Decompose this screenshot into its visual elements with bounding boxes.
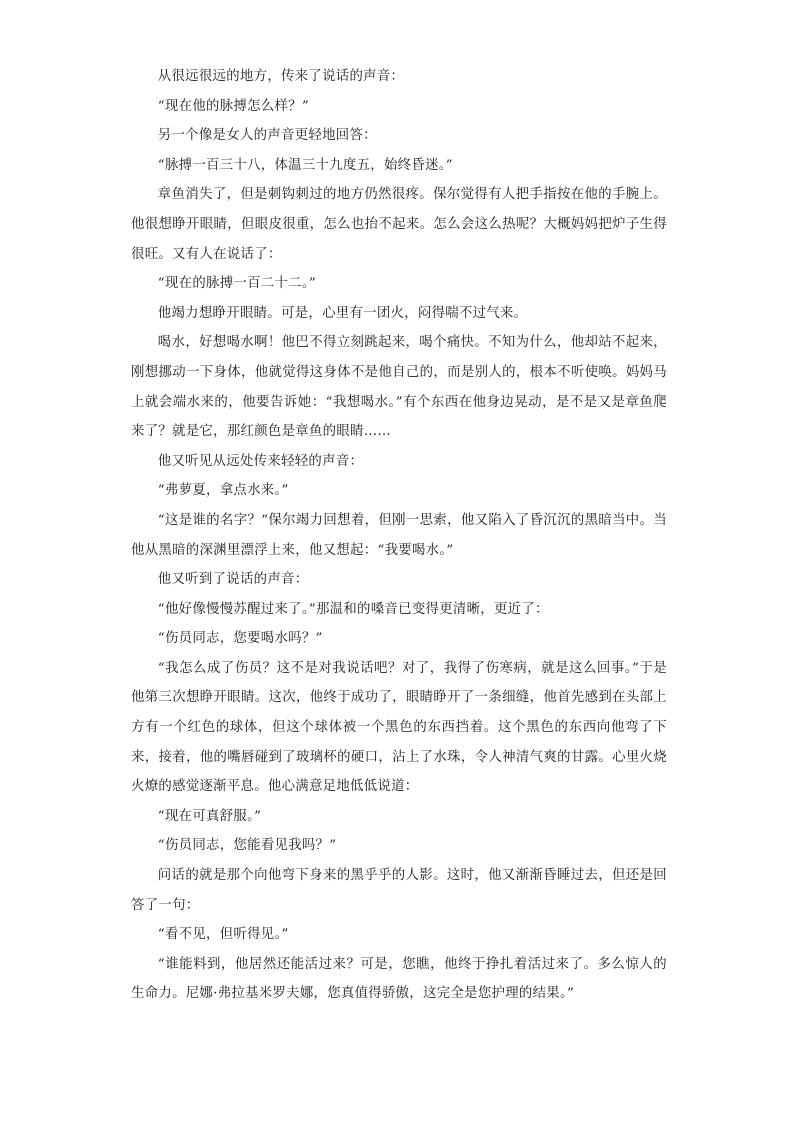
document-page bbox=[131, 62, 667, 1009]
paragraph: 章鱼消失了，但是刺钩刺过的地方仍然很疼。保尔觉得有人把手指按在他的手腕上。他很想睁开眼睛，但眼皮很重，怎么也抬不起来。怎么会这么热呢？大概妈妈把炉子生得很旺。又有人在说话了： bbox=[131, 187, 667, 262]
paragraph: “谁能料到，他居然还能活过来？可是，您瞧，他终于挣扎着活过来了。多么惊人的生命力。尼娜·弗拉基米罗夫娜，您真值得骄傲，这完全是您护理的结果。” bbox=[131, 956, 667, 1002]
paragraph: “弗萝夏，拿点水来。” bbox=[157, 483, 289, 499]
paragraph: “现在他的脉搏怎么样？” bbox=[157, 98, 309, 114]
paragraph: “脉搏一百三十八，体温三十九度五，始终昏迷。” bbox=[157, 157, 453, 173]
paragraph: “他好像慢慢苏醒过来了。”那温和的嗓音已变得更清晰，更近了： bbox=[157, 601, 549, 617]
paragraph: 另一个像是女人的声音更轻地回答： bbox=[157, 128, 377, 144]
paragraph: “这是谁的名字？”保尔竭力回想着，但刚一思索，他又陷入了昏沉沉的黑暗当中。当他从黑暗的深渊里漂浮上来，他又想起：“我要喝水。” bbox=[131, 512, 667, 558]
paragraph: 从很远很远的地方，传来了说话的声音： bbox=[157, 69, 405, 84]
paragraph: “伤员同志，您能看见我吗？” bbox=[157, 838, 337, 854]
paragraph: 他又听见从远处传来轻轻的声音： bbox=[157, 453, 364, 469]
paragraph: 他又听到了说话的声音： bbox=[157, 572, 309, 588]
paragraph: 问话的就是那个向他弯下身来的黑乎乎的人影。这时，他又渐渐昏睡过去，但还是回答了一句： bbox=[131, 868, 667, 913]
paragraph: 喝水，好想喝水啊！他巴不得立刻跳起来，喝个痛快。不知为什么，他却站不起来，刚想挪动一下身体，他就觉得这身体不是他自己的，而是别人的，根本不听使唤。妈妈马上就会端水来的，他要告诉她：“我想喝水。”有个东西在他身边晃动，是不是又是章鱼爬来了？就是它，那红颜色是章鱼的眼睛…… bbox=[131, 335, 667, 440]
paragraph: “现在可真舒服。” bbox=[157, 808, 262, 824]
paragraph: “现在的脉搏一百二十二。” bbox=[157, 276, 316, 292]
paragraph: “看不见，但听得见。” bbox=[157, 927, 289, 943]
paragraph: “我怎么成了伤员？这不是对我说话吧？对了，我得了伤寒病，就是这么回事。”于是他第三次想睁开眼睛。这次，他终于成功了，眼睛睁开了一条细缝，他首先感到在头部上方有一个红色的球体，但这个球体被一个黑色的东西挡着。这个黑色的东西向他弯了下来，接着，他的嘴唇碰到了玻璃杯的硬口，沾上了水珠，令人神清气爽的甘露。心里火烧火燎的感觉逐渐平息。他心满意足地低低说道： bbox=[131, 660, 667, 795]
paragraph: 他竭力想睁开眼睛。可是，心里有一团火，闷得喘不过气来。 bbox=[157, 305, 528, 321]
paragraph: “伤员同志，您要喝水吗？” bbox=[157, 631, 323, 647]
